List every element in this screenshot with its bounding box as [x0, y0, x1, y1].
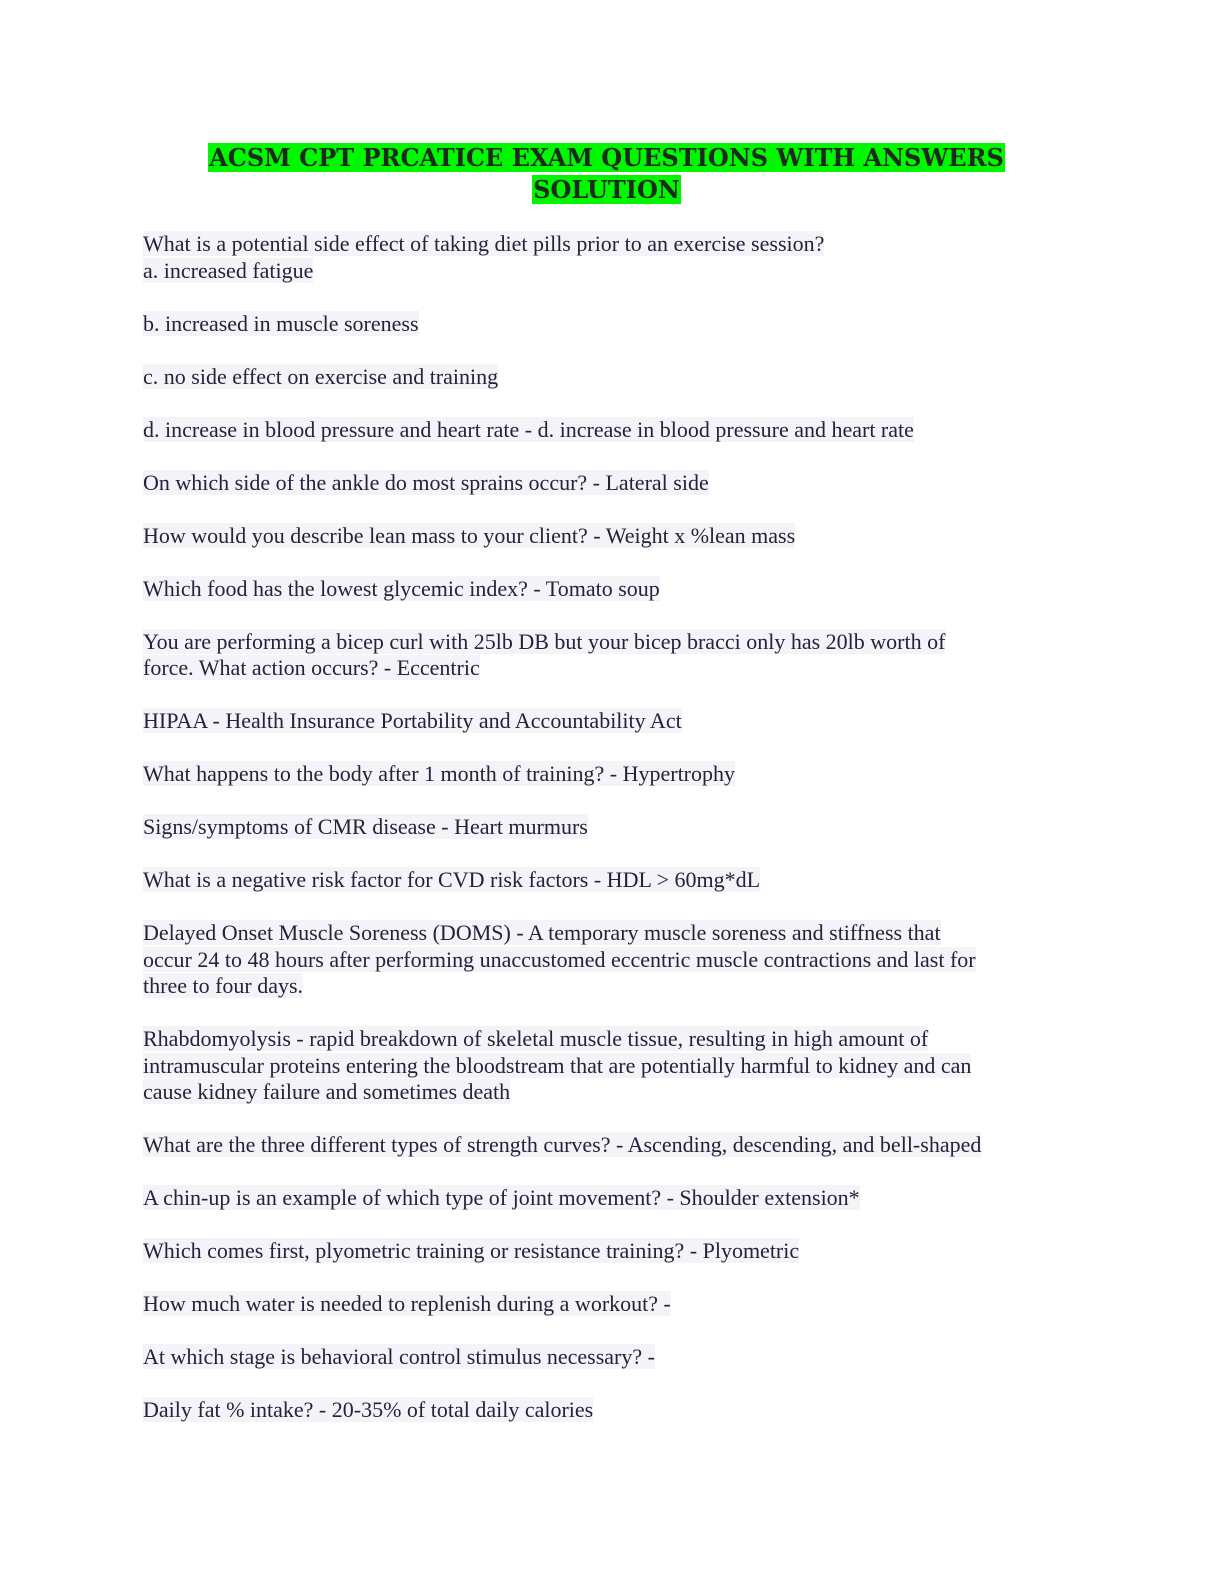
qa-item-text: c. no side effect on exercise and training [143, 363, 499, 389]
qa-item [143, 470, 1078, 497]
qa-item-text: Which comes first, plyometric training or resistance training? - Plyometric [143, 1238, 800, 1263]
qa-item-line [143, 655, 1078, 682]
qa-item-line [143, 1344, 1078, 1371]
qa-item [143, 1132, 1078, 1159]
qa-item [143, 1291, 1078, 1318]
qa-item [143, 576, 1078, 603]
qa-item-text: Rhabdomyolysis - rapid breakdown of skeletal muscle tissue, resulting in high amount of [143, 1026, 929, 1051]
qa-item-line [143, 1132, 1078, 1159]
qa-item-text: b. increased in muscle soreness [143, 310, 419, 336]
qa-item-line [143, 1026, 1078, 1053]
qa-item-line [143, 947, 1078, 974]
qa-item-text: A chin-up is an example of which type of joint movement? - Shoulder extension* [143, 1185, 860, 1210]
qa-item [143, 364, 1078, 391]
qa-item-line [143, 1079, 1078, 1106]
qa-item-text: How much water is needed to replenish during a workout? - [143, 1291, 671, 1316]
title-line-1: ACSM CPT PRCATICE EXAM QUESTIONS WITH ANSWERS [209, 143, 1004, 172]
qa-item-text: d. increase in blood pressure and heart rate - d. increase in blood pressure and heart rate [143, 416, 914, 442]
qa-item [143, 920, 1078, 1000]
qa-item-line [143, 867, 1078, 894]
qa-item [143, 1344, 1078, 1371]
qa-item [143, 708, 1078, 735]
qa-item-line [143, 1053, 1078, 1080]
qa-item [143, 1397, 1078, 1424]
qa-item-line [143, 576, 1078, 603]
qa-item-text: Delayed Onset Muscle Soreness (DOMS) - A temporary muscle soreness and stiffness that [143, 920, 941, 945]
qa-item-line [143, 814, 1078, 841]
qa-item-text: Which food has the lowest glycemic index? - Tomato soup [143, 575, 660, 601]
qa-item-line [143, 1185, 1078, 1212]
qa-item-text: How would you describe lean mass to your client? - Weight x %lean mass [143, 522, 796, 548]
qa-item [143, 1026, 1078, 1106]
qa-item-text: occur 24 to 48 hours after performing unaccustomed eccentric muscle contractions and last for [143, 946, 976, 972]
qa-list [143, 231, 1078, 1450]
qa-item-text: What is a potential side effect of taking diet pills prior to an exercise session? [143, 231, 825, 256]
qa-item [143, 761, 1078, 788]
qa-item [143, 629, 1078, 682]
qa-item [143, 1185, 1078, 1212]
qa-item-line [143, 417, 1078, 444]
qa-item-line [143, 920, 1078, 947]
qa-item-line [143, 311, 1078, 338]
qa-item-line [143, 1291, 1078, 1318]
qa-item-text: At which stage is behavioral control stimulus necessary? - [143, 1344, 655, 1369]
title-line-2: SOLUTION [533, 175, 680, 204]
qa-item [143, 1238, 1078, 1265]
qa-item-text: What is a negative risk factor for CVD risk factors - HDL > 60mg*dL [143, 867, 761, 892]
qa-item [143, 523, 1078, 550]
qa-item-line [143, 629, 1078, 656]
qa-item-text: three to four days. [143, 973, 304, 998]
qa-item-text: HIPAA - Health Insurance Portability and Accountability Act [143, 708, 682, 733]
document-title [143, 142, 1070, 206]
qa-item-line [143, 523, 1078, 550]
qa-item-line [143, 231, 1078, 258]
qa-item-line [143, 1238, 1078, 1265]
qa-item-line [143, 761, 1078, 788]
qa-item-line [143, 973, 1078, 1000]
qa-item-line [143, 258, 1078, 285]
qa-item-text: You are performing a bicep curl with 25lb DB but your bicep bracci only has 20lb worth of [143, 628, 946, 654]
qa-item [143, 867, 1078, 894]
qa-item-line [143, 364, 1078, 391]
qa-item [143, 231, 1078, 284]
qa-item-line [143, 470, 1078, 497]
qa-item-text: cause kidney failure and sometimes death [143, 1079, 511, 1104]
qa-item-line [143, 708, 1078, 735]
qa-item [143, 311, 1078, 338]
qa-item-text: On which side of the ankle do most sprains occur? - Lateral side [143, 469, 709, 495]
qa-item-text: What are the three different types of strength curves? - Ascending, descending, and bell-shaped [143, 1132, 982, 1157]
qa-item-text: What happens to the body after 1 month of training? - Hypertrophy [143, 761, 736, 786]
qa-item-text: a. increased fatigue [143, 257, 314, 283]
qa-item-line [143, 1397, 1078, 1424]
qa-item [143, 814, 1078, 841]
qa-item-text: intramuscular proteins entering the bloodstream that are potentially harmful to kidney and can [143, 1052, 972, 1078]
qa-item-text: Signs/symptoms of CMR disease - Heart murmurs [143, 814, 588, 839]
qa-item-text: Daily fat % intake? - 20-35% of total daily calories [143, 1397, 594, 1422]
qa-item [143, 417, 1078, 444]
qa-item-text: force. What action occurs? - Eccentric [143, 655, 480, 680]
